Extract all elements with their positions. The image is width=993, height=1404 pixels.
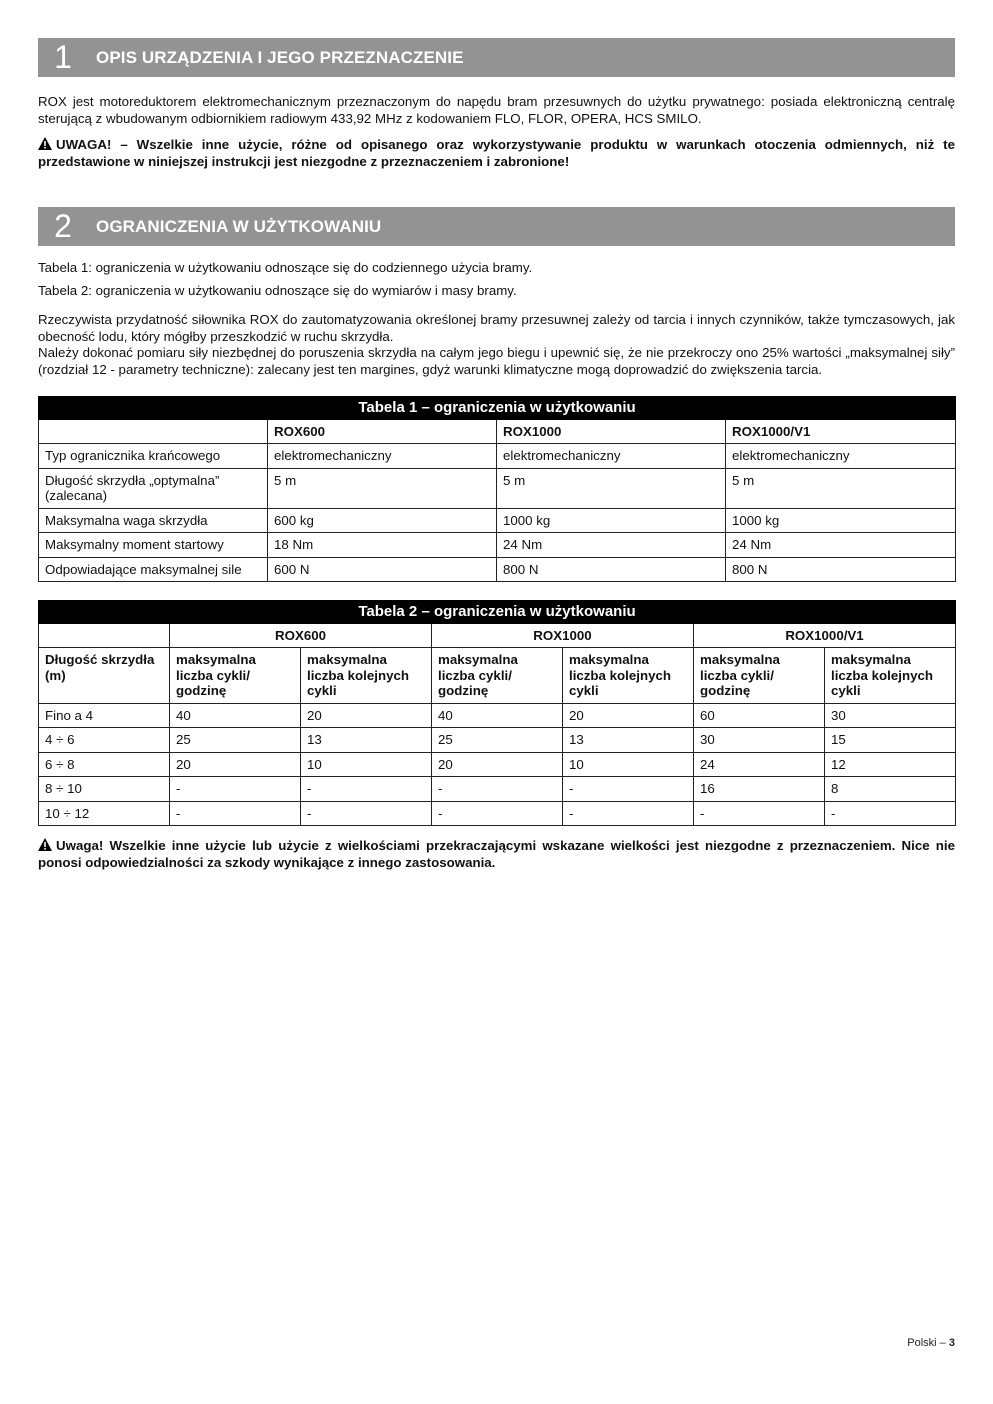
table-cell: 10 ÷ 12 bbox=[39, 801, 170, 826]
table-2-subheader: maksymalna liczba cykli/ godzinę bbox=[694, 648, 825, 704]
table-row bbox=[39, 777, 956, 802]
table-cell: 600 kg bbox=[268, 508, 497, 533]
table-cell: 13 bbox=[301, 728, 432, 753]
table-cell: 5 m bbox=[268, 468, 497, 508]
table-row bbox=[39, 468, 956, 508]
table-cell: - bbox=[432, 801, 563, 826]
table-cell: 24 bbox=[694, 752, 825, 777]
table-2-model-header: ROX1000 bbox=[432, 623, 694, 648]
table-cell: elektromechaniczny bbox=[268, 444, 497, 469]
table-cell: 25 bbox=[170, 728, 301, 753]
table-cell: 800 N bbox=[726, 557, 956, 582]
table-cell: 40 bbox=[170, 703, 301, 728]
table-row bbox=[39, 752, 956, 777]
table-cell: - bbox=[563, 777, 694, 802]
section-2-warning-text: Uwaga! Wszelkie inne użycie lub użycie z wielkościami przekraczającymi wskazane wielkości jest niezgodne z przeznaczeniem. Nice nie ponosi odpowiedzialności za szkody wynikające z innego zastosowania. bbox=[38, 838, 955, 870]
table-2-empty-cell bbox=[39, 623, 170, 648]
section-1-warning bbox=[38, 137, 955, 170]
table-cell: 10 bbox=[563, 752, 694, 777]
footer-language: Polski – bbox=[907, 1337, 946, 1349]
table-1-header-cell: ROX600 bbox=[268, 419, 497, 444]
table-1-header-cell: ROX1000 bbox=[497, 419, 726, 444]
table-2-subheader: maksymalna liczba cykli/ godzinę bbox=[432, 648, 563, 704]
section-2-warning bbox=[38, 838, 955, 871]
table-row bbox=[39, 703, 956, 728]
section-2-number: 2 bbox=[54, 208, 72, 244]
table-cell: elektromechaniczny bbox=[497, 444, 726, 469]
table-row bbox=[39, 508, 956, 533]
table-cell: - bbox=[301, 777, 432, 802]
table-1-header-cell bbox=[39, 419, 268, 444]
section-2-header bbox=[38, 207, 955, 246]
table-cell: 1000 kg bbox=[726, 508, 956, 533]
table-1-title: Tabela 1 – ograniczenia w użytkowaniu bbox=[39, 397, 956, 420]
table-2-subheader: maksymalna liczba kolejnych cykli bbox=[301, 648, 432, 704]
document-page bbox=[38, 38, 955, 871]
table-2-subheader-row bbox=[39, 648, 956, 704]
section-2-line-1: Tabela 1: ograniczenia w użytkowaniu odnoszące się do codziennego użycia bramy. bbox=[38, 260, 533, 275]
table-cell: 24 Nm bbox=[726, 533, 956, 558]
table-cell: - bbox=[563, 801, 694, 826]
table-cell: 60 bbox=[694, 703, 825, 728]
table-cell: - bbox=[694, 801, 825, 826]
table-cell: 5 m bbox=[726, 468, 956, 508]
table-row bbox=[39, 801, 956, 826]
table-cell: 6 ÷ 8 bbox=[39, 752, 170, 777]
table-cell: 20 bbox=[301, 703, 432, 728]
section-1-warning-text: UWAGA! – Wszelkie inne użycie, różne od opisanego oraz wykorzystywanie produktu w warunkach otoczenia odmiennych, niż te przedstawione w niniejszej instrukcji jest niezgodne z przeznaczeniem i zabronione! bbox=[38, 137, 955, 169]
table-cell: 13 bbox=[563, 728, 694, 753]
table-2-title: Tabela 2 – ograniczenia w użytkowaniu bbox=[39, 601, 956, 624]
table-row bbox=[39, 728, 956, 753]
table-cell: 15 bbox=[825, 728, 956, 753]
table-cell: - bbox=[170, 777, 301, 802]
table-cell: 20 bbox=[563, 703, 694, 728]
table-cell: 25 bbox=[432, 728, 563, 753]
table-2-subheader: maksymalna liczba kolejnych cykli bbox=[825, 648, 956, 704]
table-2-model-row bbox=[39, 623, 956, 648]
table-cell: 30 bbox=[694, 728, 825, 753]
section-1-description: ROX jest motoreduktorem elektromechanicznym przeznaczonym do napędu bram przesuwnych do użytku prywatnego: posiada elektroniczną centralę sterującą z wbudowanym odbiornikiem radiowym 433,92 MHz z kodowaniem FLO, FLOR, OPERA, HCS SMILO. bbox=[38, 94, 955, 126]
table-cell: 16 bbox=[694, 777, 825, 802]
table-cell: 12 bbox=[825, 752, 956, 777]
table-cell: - bbox=[170, 801, 301, 826]
page-number: 3 bbox=[948, 1337, 955, 1349]
table-cell: - bbox=[825, 801, 956, 826]
table-cell: 8 bbox=[825, 777, 956, 802]
table-cell: 5 m bbox=[497, 468, 726, 508]
section-2-title: OGRANICZENIA W UŻYTKOWANIU bbox=[96, 216, 382, 236]
warning-icon bbox=[38, 838, 52, 851]
table-cell: Typ ogranicznika krańcowego bbox=[39, 444, 268, 469]
section-2-paragraph-1: Rzeczywista przydatność siłownika ROX do zautomatyzowania określonej bramy przesuwnej zależy od tarcia i innych czynników, także tymczasowych, jak obecność lodu, który mógłby przeszkodzić w ruchu skrzydła. bbox=[38, 312, 955, 344]
table-row bbox=[39, 444, 956, 469]
table-2-model-header: ROX1000/V1 bbox=[694, 623, 956, 648]
table-2 bbox=[38, 600, 956, 826]
table-2-model-header: ROX600 bbox=[170, 623, 432, 648]
page-footer bbox=[907, 1337, 955, 1349]
table-2-subheader: maksymalna liczba cykli/ godzinę bbox=[170, 648, 301, 704]
table-cell: 600 N bbox=[268, 557, 497, 582]
table-cell: 40 bbox=[432, 703, 563, 728]
table-1-header-row bbox=[39, 419, 956, 444]
section-2-line-2: Tabela 2: ograniczenia w użytkowaniu odnoszące się do wymiarów i masy bramy. bbox=[38, 282, 517, 298]
table-cell: 4 ÷ 6 bbox=[39, 728, 170, 753]
section-1-number: 1 bbox=[54, 39, 72, 75]
table-cell: 8 ÷ 10 bbox=[39, 777, 170, 802]
section-2-paragraph-2: Należy dokonać pomiaru siły niezbędnej do poruszenia skrzydła na całym jego biegu i upewnić się, że nie przekroczy ono 25% wartości „maksymalnej siły” (rozdział 12 - parametry techniczne): zalecany jest ten margines, gdyż warunki klimatyczne mogą doprowadzić do zwiększenia tarcia. bbox=[38, 345, 955, 377]
table-cell: - bbox=[301, 801, 432, 826]
table-cell: 24 Nm bbox=[497, 533, 726, 558]
table-cell: 30 bbox=[825, 703, 956, 728]
table-cell: Maksymalna waga skrzydła bbox=[39, 508, 268, 533]
warning-icon bbox=[38, 137, 52, 150]
table-cell: Maksymalny moment startowy bbox=[39, 533, 268, 558]
table-cell: 20 bbox=[432, 752, 563, 777]
table-row bbox=[39, 533, 956, 558]
section-1-title: OPIS URZĄDZENIA I JEGO PRZEZNACZENIE bbox=[96, 47, 464, 67]
table-2-length-header: Długość skrzydła (m) bbox=[39, 648, 170, 704]
table-1 bbox=[38, 396, 956, 582]
table-1-header-cell: ROX1000/V1 bbox=[726, 419, 956, 444]
section-1-header bbox=[38, 38, 955, 77]
table-cell: elektromechaniczny bbox=[726, 444, 956, 469]
table-cell: Długość skrzydła „optymalna” (zalecana) bbox=[39, 468, 268, 508]
table-cell: 1000 kg bbox=[497, 508, 726, 533]
table-cell: Odpowiadające maksymalnej sile bbox=[39, 557, 268, 582]
table-2-subheader: maksymalna liczba kolejnych cykli bbox=[563, 648, 694, 704]
table-row bbox=[39, 557, 956, 582]
table-cell: 800 N bbox=[497, 557, 726, 582]
table-cell: 10 bbox=[301, 752, 432, 777]
table-cell: - bbox=[432, 777, 563, 802]
table-cell: Fino a 4 bbox=[39, 703, 170, 728]
table-cell: 18 Nm bbox=[268, 533, 497, 558]
table-cell: 20 bbox=[170, 752, 301, 777]
